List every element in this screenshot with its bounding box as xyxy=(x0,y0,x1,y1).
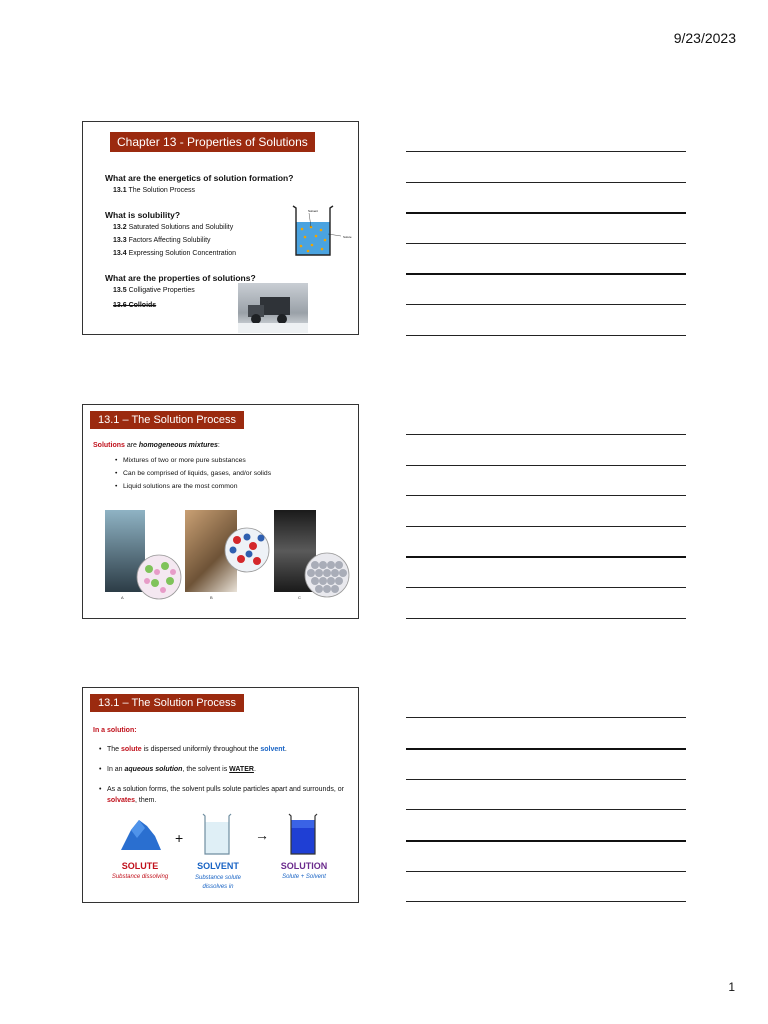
solute-powder-image xyxy=(119,816,163,852)
note-line[interactable] xyxy=(406,151,686,152)
caption-a: A xyxy=(121,595,124,600)
topic-13-1: 13.1 The Solution Process xyxy=(113,187,195,194)
note-line[interactable] xyxy=(406,335,686,336)
page-date: 9/23/2023 xyxy=(673,30,736,46)
note-line[interactable] xyxy=(406,809,686,810)
note-line[interactable] xyxy=(406,212,686,214)
slide-solution-process-2 xyxy=(82,687,359,903)
question-solubility: What is solubility? xyxy=(105,210,181,220)
slide-title: Chapter 13 - Properties of Solutions xyxy=(110,132,315,152)
bullet-aqueous: • In an aqueous solution, the solvent is WATER. xyxy=(107,764,352,775)
plus-sign: + xyxy=(175,830,184,846)
gas-solution-particles xyxy=(223,526,271,574)
note-line[interactable] xyxy=(406,717,686,718)
note-line[interactable] xyxy=(406,434,686,435)
svg-text:Solvent: Solvent xyxy=(308,209,319,213)
topic-13-4: 13.4 Expressing Solution Concentration xyxy=(113,250,236,257)
solution-description: Solute + Solvent xyxy=(282,874,326,880)
question-properties: What are the properties of solutions? xyxy=(105,273,256,283)
topic-13-6-struck: 13.6 Colloids xyxy=(113,302,157,309)
note-line[interactable] xyxy=(406,243,686,244)
slide-solution-process-1 xyxy=(82,404,359,619)
note-line[interactable] xyxy=(406,465,686,466)
note-line[interactable] xyxy=(406,587,686,588)
bullet-item: • Liquid solutions are the most common xyxy=(123,483,271,490)
bullet-solvates: • As a solution forms, the solvent pulls solute particles apart and surrounds, or solvates, them. xyxy=(107,784,352,806)
beaker-solute-label: Solute xyxy=(343,235,352,239)
caption-b: B xyxy=(210,595,213,600)
slide-title: 13.1 – The Solution Process xyxy=(90,411,244,429)
solid-solution-particles xyxy=(303,551,351,599)
solution-label: SOLUTION xyxy=(280,861,328,871)
liquid-solution-particles xyxy=(135,553,183,601)
bullet-item: • Can be comprised of liquids, gases, and/or solids xyxy=(123,470,271,477)
in-a-solution-label: In a solution: xyxy=(93,727,137,734)
caption-c: C xyxy=(298,595,301,600)
solutions-bullets xyxy=(123,457,271,496)
bullet-solute-solvent: • The solute is dispersed uniformly throughout the solvent. xyxy=(107,744,352,755)
solvent-beaker-image xyxy=(201,812,233,856)
slide-chapter-13-overview xyxy=(82,121,359,335)
solution-beaker-image xyxy=(287,812,319,856)
note-line[interactable] xyxy=(406,840,686,842)
note-line[interactable] xyxy=(406,526,686,527)
note-line[interactable] xyxy=(406,618,686,619)
solvent-description: Substance solute dissolves in xyxy=(194,875,242,890)
topic-13-2: 13.2 Saturated Solutions and Solubility xyxy=(113,224,234,231)
solvent-label: SOLVENT xyxy=(197,861,239,871)
note-line[interactable] xyxy=(406,901,686,902)
solute-label: SOLUTE xyxy=(121,861,159,871)
slide-title: 13.1 – The Solution Process xyxy=(90,694,244,712)
note-line[interactable] xyxy=(406,273,686,275)
solutions-definition: Solutions are homogeneous mixtures: xyxy=(93,442,220,449)
bullet-item: • Mixtures of two or more pure substances xyxy=(123,457,271,464)
solution-bullets xyxy=(107,744,352,815)
note-line[interactable] xyxy=(406,748,686,750)
topic-13-5: 13.5 Colligative Properties xyxy=(113,287,195,294)
note-line[interactable] xyxy=(406,779,686,780)
question-energetics: What are the energetics of solution formation? xyxy=(105,173,294,183)
snow-truck-photo xyxy=(238,283,308,333)
note-line[interactable] xyxy=(406,304,686,305)
arrow-sign: → xyxy=(255,827,269,843)
note-line[interactable] xyxy=(406,182,686,183)
page-number: 1 xyxy=(728,980,735,994)
solute-description: Substance dissolving xyxy=(111,874,169,880)
note-line[interactable] xyxy=(406,871,686,872)
note-line[interactable] xyxy=(406,495,686,496)
note-line[interactable] xyxy=(406,556,686,558)
beaker-illustration xyxy=(289,202,341,258)
topic-13-3: 13.3 Factors Affecting Solubility xyxy=(113,237,211,244)
